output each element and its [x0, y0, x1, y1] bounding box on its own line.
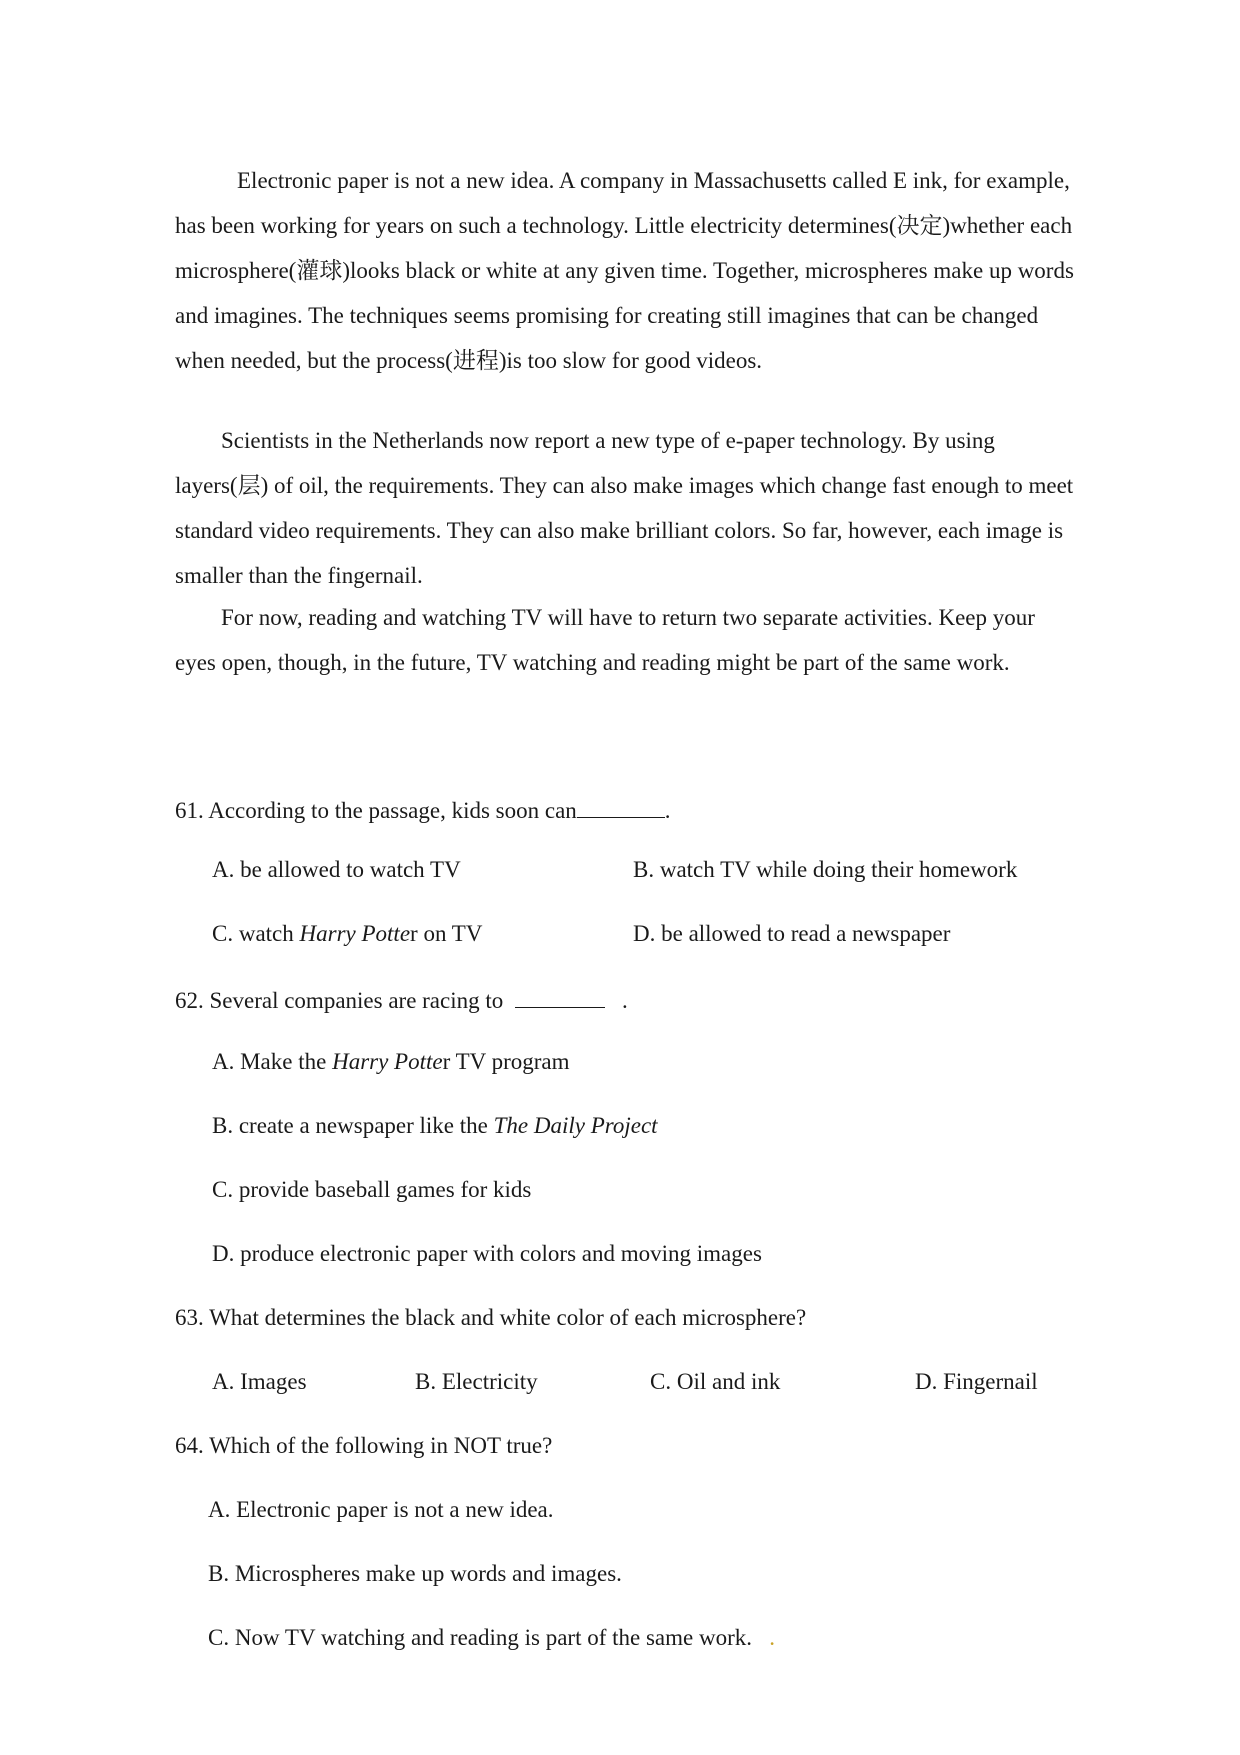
question-62-end: .: [622, 988, 628, 1013]
question-63-option-c: C. Oil and ink: [650, 1369, 781, 1394]
question-62-option-a: [212, 1049, 570, 1075]
option-text: B. create a newspaper like the: [212, 1113, 494, 1138]
question-64-stem: 64. Which of the following in NOT true?: [175, 1433, 553, 1458]
question-63-option-b: B. Electricity: [415, 1369, 538, 1394]
option-italic-title: Harry Potte: [332, 1049, 443, 1074]
answer-blank: [577, 795, 665, 818]
question-61-stem-text: 61. According to the passage, kids soon can: [175, 798, 577, 823]
question-61-end: .: [664, 798, 671, 823]
answer-blank: [515, 985, 605, 1008]
option-text: C. watch: [212, 921, 300, 946]
question-62-stem: [175, 985, 628, 1014]
passage-paragraph-3-text: For now, reading and watching TV will have to return two separate activities. Keep your eyes open, though, in the future, TV watching and reading might be part of the same work.: [175, 605, 1035, 675]
option-text-end: r on TV: [410, 921, 483, 946]
question-61-option-c: [212, 921, 482, 947]
question-62-option-c: C. provide baseball games for kids: [212, 1177, 532, 1202]
question-61-option-d: D. be allowed to read a newspaper: [633, 921, 951, 946]
question-63-option-a: A. Images: [212, 1369, 307, 1394]
question-62-option-b: [212, 1113, 658, 1139]
option-text: C. Now TV watching and reading is part of the same work.: [208, 1625, 753, 1650]
passage-paragraph-1-text: Electronic paper is not a new idea. A company in Massachusetts called E ink, for example, has been working for years on such a technology. Little electricity determines(决定)whether each microsphere(灌球)looks black or white at any given time. Together, microspheres make up words and imagines. The techniques seems promising for creating still imagines that can be changed when needed, but the process(进程)is too slow for good videos.: [175, 168, 1074, 373]
question-64-option-c: [208, 1625, 775, 1651]
question-63-stem: 63. What determines the black and white color of each microsphere?: [175, 1305, 807, 1330]
passage-paragraph-3: [175, 595, 1075, 685]
question-61-stem: [175, 795, 671, 824]
question-61-option-a: A. be allowed to watch TV: [212, 857, 461, 882]
question-61-option-b: B. watch TV while doing their homework: [633, 857, 1018, 882]
option-italic-title: The Daily Project: [493, 1113, 658, 1138]
question-62-stem-text: 62. Several companies are racing to: [175, 988, 504, 1013]
option-italic-title: Harry Potte: [299, 921, 411, 946]
passage-paragraph-2-text: Scientists in the Netherlands now report a new type of e-paper technology. By using layers(层) of oil, the requirements. They can also make images which change fast enough to meet standard video requirements. They can also make brilliant colors. So far, however, each image is smaller than the fingernail.: [175, 428, 1074, 588]
passage-paragraph-2: [175, 418, 1075, 598]
question-63-option-d: D. Fingernail: [915, 1369, 1038, 1394]
option-text: A. Make the: [212, 1049, 333, 1074]
question-64-option-b: B. Microspheres make up words and images.: [208, 1561, 622, 1586]
question-62-option-d: D. produce electronic paper with colors and moving images: [212, 1241, 762, 1266]
option-text-end: r TV program: [442, 1049, 570, 1074]
question-64-option-a: A. Electronic paper is not a new idea.: [208, 1497, 554, 1522]
stray-mark: .: [769, 1625, 776, 1650]
passage-paragraph-1: [175, 158, 1075, 383]
